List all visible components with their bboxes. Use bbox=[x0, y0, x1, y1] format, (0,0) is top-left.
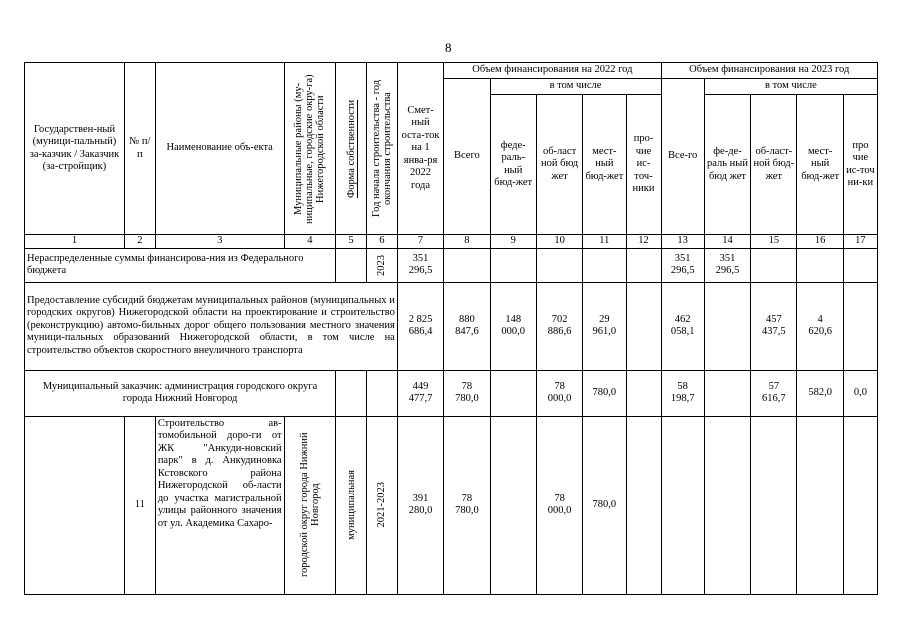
row-year: 2021-2023 bbox=[366, 416, 397, 594]
header-total-2022: Всего bbox=[444, 79, 490, 235]
column-number: 15 bbox=[751, 235, 797, 249]
column-number: 3 bbox=[155, 235, 284, 249]
row-district: городской округ города Нижний Новгород bbox=[284, 416, 336, 594]
column-number: 6 bbox=[366, 235, 397, 249]
row-name: Строительство ав-томобильной доро-ги от ЖК "Анкуди-новский парк" в д. Анкудиновка Кстовского района Нижегородской об-ласти до участка магистральной улицы районного значения от ул. Академика Сахаро- bbox=[155, 416, 284, 594]
header-remainder: Смет-ный оста-ток на 1 янва-ря 2022 года bbox=[397, 63, 443, 235]
cell-total-2022: 880 847,6 bbox=[444, 282, 490, 370]
header-ownership: Форма собственности bbox=[336, 63, 367, 235]
cell-regional-2022: 702 886,6 bbox=[536, 282, 582, 370]
column-number: 2 bbox=[124, 235, 155, 249]
header-including-2022: в том числе bbox=[490, 79, 661, 95]
cell-regional-2023: 457 437,5 bbox=[751, 282, 797, 370]
table-row bbox=[25, 416, 878, 594]
header-including-2023: в том числе bbox=[704, 79, 877, 95]
cell-regional-2023: 57 616,7 bbox=[751, 370, 797, 416]
cell-total-2022: 78 780,0 bbox=[444, 370, 490, 416]
column-number: 1 bbox=[25, 235, 125, 249]
column-number: 17 bbox=[843, 235, 877, 249]
row-ownership: муниципальная bbox=[336, 416, 367, 594]
cell-regional-2022: 78 000,0 bbox=[536, 370, 582, 416]
budget-table bbox=[24, 62, 878, 595]
cell-other-2023: 0,0 bbox=[843, 370, 877, 416]
table-row bbox=[25, 370, 878, 416]
cell-total-2023: 462 058,1 bbox=[661, 282, 704, 370]
header-federal-2022: феде-раль-ный бюд-жет bbox=[490, 95, 536, 235]
header-number: № п/п bbox=[124, 63, 155, 235]
header-other-2023: про чие ис-точ ни-ки bbox=[843, 95, 877, 235]
column-number: 12 bbox=[626, 235, 661, 249]
cell-local-2022: 780,0 bbox=[583, 416, 626, 594]
row-name: Нераспределенные суммы финансирова-ния из Федерального бюджета bbox=[25, 248, 336, 282]
cell-local-2023: 4 620,6 bbox=[797, 282, 843, 370]
cell-federal-2023: 351 296,5 bbox=[704, 248, 750, 282]
column-number: 14 bbox=[704, 235, 750, 249]
header-districts: Муниципальные районы (му-ниципальные, городские окру-га) Нижегородской области bbox=[284, 63, 336, 235]
table-row bbox=[25, 248, 878, 282]
row-number: 11 bbox=[124, 416, 155, 594]
column-number: 5 bbox=[336, 235, 367, 249]
column-number: 10 bbox=[536, 235, 582, 249]
column-number: 8 bbox=[444, 235, 490, 249]
header-regional-2023: об-ласт-ной бюд-жет bbox=[751, 95, 797, 235]
cell-remainder: 2 825 686,4 bbox=[397, 282, 443, 370]
column-number: 13 bbox=[661, 235, 704, 249]
header-local-2023: мест-ный бюд-жет bbox=[797, 95, 843, 235]
cell-regional-2022: 78 000,0 bbox=[536, 416, 582, 594]
row-year: 2023 bbox=[366, 248, 397, 282]
page-number: 8 bbox=[445, 40, 452, 55]
cell-local-2022: 780,0 bbox=[583, 370, 626, 416]
column-number: 9 bbox=[490, 235, 536, 249]
cell-remainder: 351 296,5 bbox=[397, 248, 443, 282]
row-name: Предоставление субсидий бюджетам муниципальных районов (муниципальных и городских округов) Нижегородской области на проектирование и строительство (реконструкцию) автомо-бильных дорог общего пользования местного значения муници-пальных образований Нижегородской области, в том числе на строительство объектов скоростного внеуличного транспорта bbox=[25, 282, 398, 370]
table-row bbox=[25, 282, 878, 370]
header-years: Год начала строительства - год окончания строительства bbox=[366, 63, 397, 235]
cell-local-2023: 582,0 bbox=[797, 370, 843, 416]
column-number: 11 bbox=[583, 235, 626, 249]
header-financing-2022: Объем финансирования на 2022 год bbox=[444, 63, 661, 79]
cell-total-2023: 58 198,7 bbox=[661, 370, 704, 416]
cell-federal-2022: 148 000,0 bbox=[490, 282, 536, 370]
header-object-name: Наименование объ-екта bbox=[155, 63, 284, 235]
header-regional-2022: об-ласт ной бюд жет bbox=[536, 95, 582, 235]
cell-total-2023: 351 296,5 bbox=[661, 248, 704, 282]
header-customer: Государствен-ный (муници-пальный) за-казчик / Заказчик (за-стройщик) bbox=[25, 63, 125, 235]
cell-total-2022: 78 780,0 bbox=[444, 416, 490, 594]
header-local-2022: мест-ный бюд-жет bbox=[583, 95, 626, 235]
header-other-2022: про-чие ис-точ-ники bbox=[626, 95, 661, 235]
cell-remainder: 449 477,7 bbox=[397, 370, 443, 416]
column-number: 4 bbox=[284, 235, 336, 249]
cell-local-2022: 29 961,0 bbox=[583, 282, 626, 370]
column-number: 7 bbox=[397, 235, 443, 249]
header-federal-2023: фе-де-раль ный бюд жет bbox=[704, 95, 750, 235]
row-name: Муниципальный заказчик: администрация городского округа города Нижний Новгород bbox=[25, 370, 336, 416]
column-numbers-row bbox=[25, 235, 878, 249]
column-number: 16 bbox=[797, 235, 843, 249]
header-financing-2023: Объем финансирования на 2023 год bbox=[661, 63, 877, 79]
header-total-2023: Все-го bbox=[661, 79, 704, 235]
cell-remainder: 391 280,0 bbox=[397, 416, 443, 594]
